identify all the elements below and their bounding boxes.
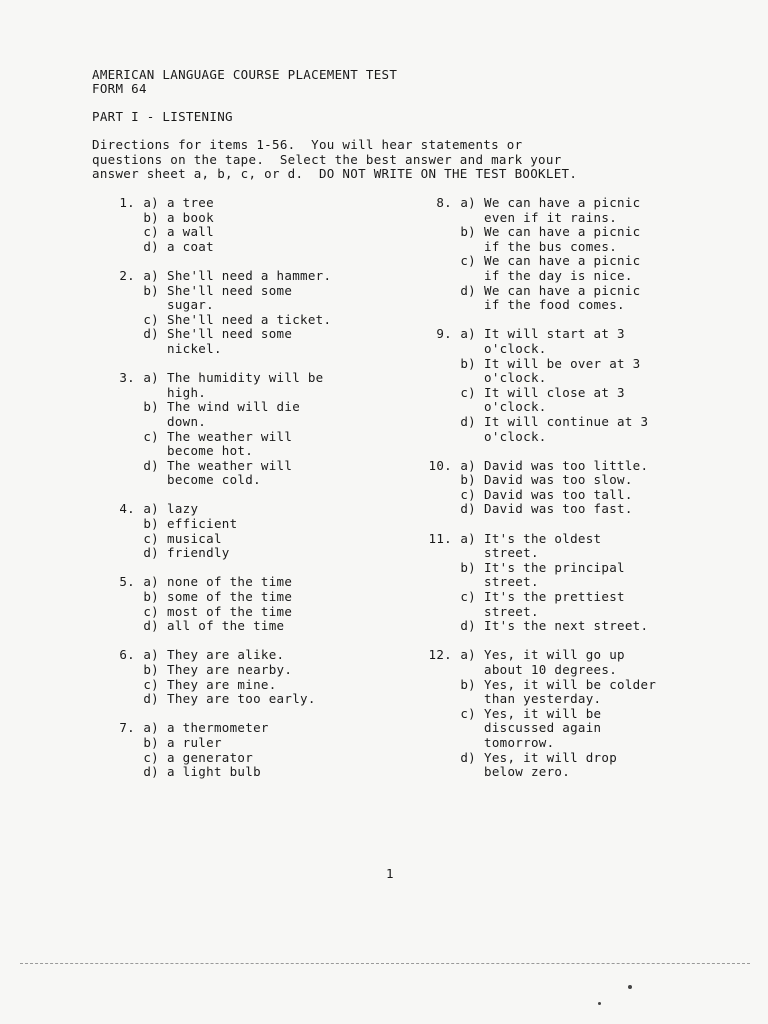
option-text: It will be over at 3 o'clock. — [484, 355, 641, 386]
option-text: The weather will become hot. — [167, 428, 293, 459]
option-letter: b) — [143, 399, 159, 415]
question-number — [418, 225, 452, 254]
option-letter: a) — [460, 195, 476, 210]
option-letter: b) — [143, 662, 159, 677]
directions-line: Directions for items 1-56. You will hear statements or — [92, 137, 523, 152]
question-item — [108, 196, 408, 254]
option-text: It's the oldest street. — [484, 530, 602, 561]
question-number: 5. — [119, 574, 135, 590]
question-number — [108, 765, 135, 780]
answer-option — [108, 313, 408, 328]
option-text: They are nearby. — [167, 662, 293, 677]
option-text: We can have a picnic if the bus comes. — [484, 224, 641, 254]
option-letter: c) — [460, 253, 476, 269]
answer-option — [418, 459, 718, 474]
option-letter: c) — [143, 749, 159, 765]
option-text: It will continue at 3 o'clock. — [484, 413, 649, 444]
option-letter: c) — [460, 589, 476, 605]
answer-option — [108, 371, 408, 400]
answer-option — [418, 357, 718, 386]
option-letter: d) — [143, 618, 159, 634]
question-item — [108, 648, 408, 706]
option-letter: d) — [460, 749, 476, 765]
question-number — [418, 751, 452, 780]
option-text: It will close at 3 o'clock. — [484, 384, 625, 415]
question-number — [108, 605, 135, 620]
option-text: a tree — [167, 195, 214, 210]
answer-option — [108, 196, 408, 211]
question-number — [108, 284, 135, 313]
answer-option — [418, 502, 718, 517]
question-number — [418, 707, 452, 751]
answer-option — [108, 663, 408, 678]
option-letter: a) — [143, 720, 159, 736]
answer-option — [418, 327, 718, 356]
question-number: 7. — [119, 720, 135, 736]
question-number — [418, 502, 452, 517]
question-item — [108, 575, 408, 633]
question-number: 4. — [119, 501, 135, 517]
option-letter: c) — [143, 428, 159, 444]
question-number — [418, 473, 452, 488]
answer-option — [418, 590, 718, 619]
answer-option — [108, 648, 408, 663]
test-title: AMERICAN LANGUAGE COURSE PLACEMENT TEST — [92, 67, 398, 82]
answer-option — [418, 751, 718, 780]
answer-option — [108, 269, 408, 284]
answer-option — [418, 254, 718, 283]
answer-option — [418, 648, 718, 677]
option-letter: d) — [143, 238, 159, 254]
question-number — [108, 400, 135, 429]
option-letter: b) — [460, 355, 476, 371]
option-letter: d) — [460, 501, 476, 517]
answer-option — [108, 736, 408, 751]
option-text: We can have a picnic if the food comes. — [484, 282, 641, 313]
answer-option — [108, 459, 408, 488]
answer-option — [108, 619, 408, 634]
option-text: Yes, it will be colder than yesterday. — [484, 676, 657, 707]
answer-option — [108, 751, 408, 766]
option-text: some of the time — [167, 589, 293, 605]
question-item — [418, 459, 718, 517]
question-number — [108, 619, 135, 634]
question-number — [418, 590, 452, 619]
answer-option — [418, 561, 718, 590]
option-letter: b) — [143, 516, 159, 532]
answer-option — [418, 532, 718, 561]
question-item — [108, 502, 408, 560]
option-text: They are mine. — [167, 676, 277, 692]
option-letter: d) — [143, 764, 159, 780]
question-number — [108, 225, 135, 240]
answer-option — [418, 415, 718, 444]
question-number — [108, 532, 135, 547]
option-text: Yes, it will drop below zero. — [484, 749, 618, 780]
directions-line: questions on the tape. Select the best answer and mark your — [92, 151, 562, 167]
question-item — [418, 327, 718, 444]
answer-option — [108, 590, 408, 605]
option-text: She'll need a hammer. — [167, 267, 332, 283]
option-letter: d) — [143, 545, 159, 561]
option-text: all of the time — [167, 618, 285, 634]
option-letter: c) — [143, 530, 159, 546]
answer-option — [108, 211, 408, 226]
question-number: 8. — [436, 195, 452, 210]
question-number — [108, 430, 135, 459]
question-number — [418, 254, 452, 283]
answer-option — [418, 678, 718, 707]
option-text: David was too fast. — [484, 501, 633, 517]
answer-option — [418, 284, 718, 313]
option-letter: c) — [460, 486, 476, 502]
option-text: a thermometer — [167, 720, 269, 736]
question-number — [108, 517, 135, 532]
question-number — [108, 678, 135, 693]
option-letter: a) — [460, 457, 476, 473]
option-text: It's the principal street. — [484, 559, 625, 590]
option-letter: b) — [143, 209, 159, 225]
option-text: It's the prettiest street. — [484, 589, 625, 619]
question-number: 9. — [436, 326, 452, 342]
question-item — [108, 269, 408, 357]
option-text: lazy — [167, 501, 199, 517]
answer-option — [108, 327, 408, 356]
option-letter: a) — [143, 195, 159, 210]
option-letter: c) — [143, 311, 159, 327]
question-number — [108, 590, 135, 605]
question-number — [418, 619, 452, 634]
option-text: They are too early. — [167, 691, 316, 707]
option-text: They are alike. — [167, 647, 285, 663]
answer-option — [108, 765, 408, 780]
question-item — [418, 532, 718, 634]
question-item — [108, 371, 408, 488]
answer-option — [108, 517, 408, 532]
answer-option — [108, 532, 408, 547]
question-number — [108, 327, 135, 356]
question-number — [418, 284, 452, 313]
question-number: 1. — [119, 195, 135, 210]
question-number — [108, 313, 135, 328]
option-letter: a) — [460, 326, 476, 342]
question-number — [108, 663, 135, 678]
directions — [92, 138, 692, 182]
option-text: efficient — [167, 516, 238, 532]
option-text: David was too slow. — [484, 472, 633, 488]
answer-option — [108, 678, 408, 693]
option-text: The wind will die down. — [167, 399, 301, 429]
question-number — [418, 488, 452, 503]
question-number — [418, 386, 452, 415]
option-letter: d) — [460, 618, 476, 634]
option-letter: d) — [460, 282, 476, 298]
page-bottom-rule — [20, 963, 750, 964]
questions-right-column — [418, 196, 718, 794]
question-number: 11. — [428, 530, 452, 546]
question-number — [418, 357, 452, 386]
option-text: David was too little. — [484, 457, 649, 473]
option-letter: c) — [460, 384, 476, 400]
option-letter: a) — [143, 370, 159, 386]
option-text: It's the next street. — [484, 618, 649, 634]
answer-option — [108, 284, 408, 313]
option-letter: b) — [460, 676, 476, 692]
answer-option — [108, 430, 408, 459]
scan-speck — [628, 985, 632, 989]
option-letter: d) — [143, 691, 159, 707]
option-letter: b) — [460, 559, 476, 575]
option-text: She'll need some nickel. — [167, 326, 293, 356]
option-letter: a) — [143, 501, 159, 517]
answer-option — [108, 225, 408, 240]
option-text: a coat — [167, 238, 214, 254]
scan-speck — [598, 1002, 601, 1005]
answer-option — [108, 546, 408, 561]
option-letter: d) — [143, 457, 159, 473]
question-number — [418, 678, 452, 707]
option-letter: b) — [143, 282, 159, 298]
question-number — [418, 415, 452, 444]
answer-option — [108, 502, 408, 517]
option-letter: a) — [460, 647, 476, 663]
question-number — [108, 751, 135, 766]
option-text: a wall — [167, 224, 214, 240]
answer-option — [108, 400, 408, 429]
answer-option — [418, 386, 718, 415]
option-text: We can have a picnic even if it rains. — [484, 195, 641, 225]
option-letter: b) — [143, 734, 159, 750]
option-letter: a) — [460, 530, 476, 546]
question-number — [418, 561, 452, 590]
option-text: We can have a picnic if the day is nice. — [484, 253, 641, 283]
option-text: most of the time — [167, 603, 293, 619]
question-number — [108, 211, 135, 226]
question-number: 12. — [428, 647, 452, 663]
question-item — [418, 648, 718, 779]
answer-option — [418, 619, 718, 634]
form-number: FORM 64 — [92, 81, 147, 96]
option-text: none of the time — [167, 574, 293, 590]
option-letter: d) — [143, 326, 159, 342]
question-number — [108, 692, 135, 707]
answer-option — [418, 196, 718, 225]
answer-option — [418, 225, 718, 254]
option-letter: b) — [143, 589, 159, 605]
part-heading: PART I - LISTENING — [92, 109, 233, 124]
question-number: 6. — [119, 647, 135, 663]
question-item — [418, 196, 718, 313]
option-text: The weather will become cold. — [167, 457, 293, 488]
answer-option — [418, 707, 718, 751]
question-number: 2. — [119, 267, 135, 283]
option-letter: c) — [460, 705, 476, 721]
answer-option — [108, 721, 408, 736]
answer-option — [108, 575, 408, 590]
question-item — [108, 721, 408, 779]
option-letter: a) — [143, 267, 159, 283]
answer-option — [108, 692, 408, 707]
option-text: It will start at 3 o'clock. — [484, 326, 625, 356]
option-letter: a) — [143, 647, 159, 663]
option-letter: c) — [143, 676, 159, 692]
question-number — [108, 240, 135, 255]
option-text: Yes, it will go up about 10 degrees. — [484, 647, 625, 677]
answer-option — [108, 240, 408, 255]
option-text: Yes, it will be discussed again tomorrow. — [484, 705, 602, 750]
option-letter: a) — [143, 574, 159, 590]
option-text: a generator — [167, 749, 254, 765]
option-text: friendly — [167, 545, 230, 561]
option-text: She'll need some sugar. — [167, 282, 293, 313]
page-number: 1 — [386, 866, 394, 881]
option-letter: c) — [143, 603, 159, 619]
option-text: musical — [167, 530, 222, 546]
option-text: a ruler — [167, 734, 222, 750]
option-text: a book — [167, 209, 214, 225]
answer-option — [418, 488, 718, 503]
option-letter: d) — [460, 413, 476, 429]
question-number — [108, 736, 135, 751]
directions-line: answer sheet a, b, c, or d. DO NOT WRITE ON THE TEST BOOKLET. — [92, 166, 578, 182]
questions-left-column — [108, 196, 408, 794]
question-number — [108, 459, 135, 488]
option-text: a light bulb — [167, 764, 261, 780]
option-letter: c) — [143, 224, 159, 240]
option-letter: b) — [460, 472, 476, 488]
option-text: She'll need a ticket. — [167, 311, 332, 327]
question-number: 3. — [119, 370, 135, 386]
answer-option — [108, 605, 408, 620]
question-number — [108, 546, 135, 561]
question-number: 10. — [428, 457, 452, 473]
option-text: The humidity will be high. — [167, 370, 324, 400]
option-letter: b) — [460, 224, 476, 240]
option-text: David was too tall. — [484, 486, 633, 502]
answer-option — [418, 473, 718, 488]
